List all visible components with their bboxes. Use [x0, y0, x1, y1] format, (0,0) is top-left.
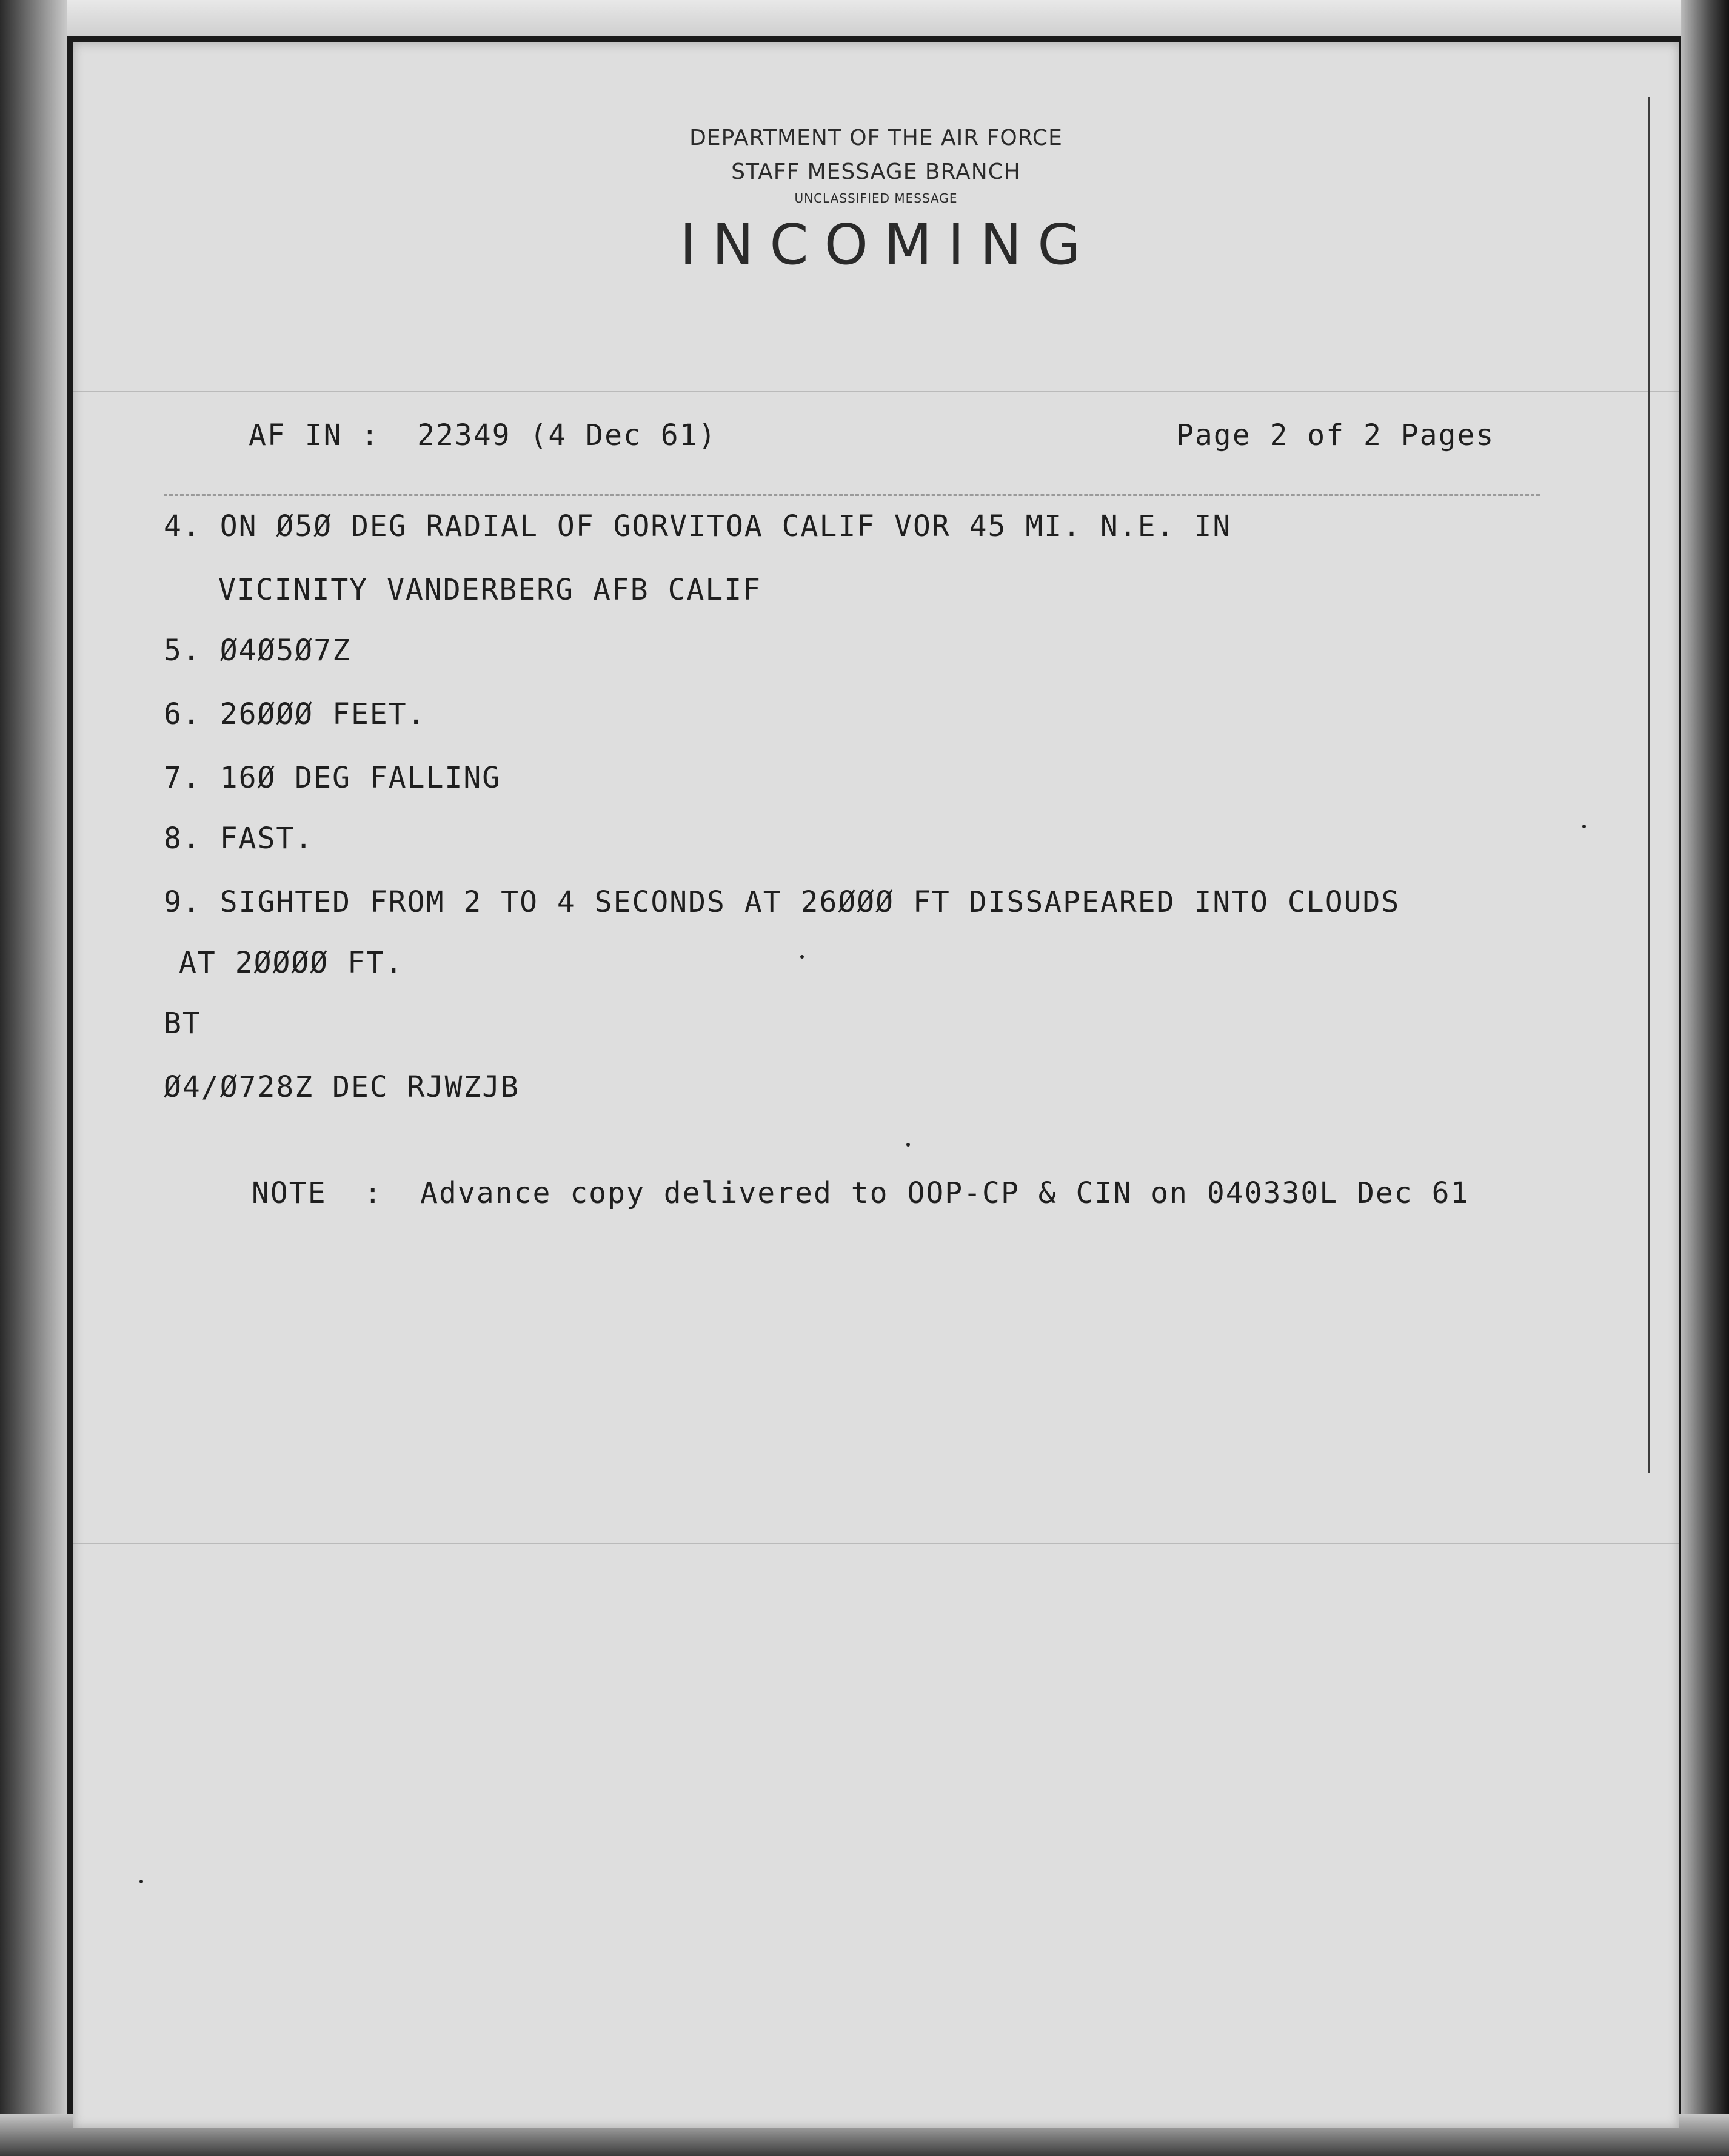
speck — [1582, 825, 1586, 828]
delivery-note: NOTE : Advance copy delivered to OOP-CP & CIN on 040330L Dec 61 — [252, 1176, 1470, 1210]
message-item-8: 8. FAST. — [164, 822, 314, 855]
speck — [139, 1880, 143, 1883]
message-item-4-continued: VICINITY VANDERBERG AFB CALIF — [218, 573, 762, 607]
scan-border-right — [1681, 0, 1729, 2156]
date-time-group: Ø4/Ø728Z DEC RJWZJB — [164, 1070, 520, 1104]
break-marker: BT — [164, 1006, 201, 1040]
speck — [800, 955, 804, 959]
classification-label: UNCLASSIFIED MESSAGE — [794, 191, 958, 206]
fold-line — [73, 1543, 1679, 1544]
department-title: DEPARTMENT OF THE AIR FORCE — [689, 126, 1063, 150]
message-item-6: 6. 26ØØØ FEET. — [164, 697, 426, 731]
letterhead — [73, 121, 1679, 277]
header-divider — [164, 494, 1540, 496]
fold-line — [73, 391, 1679, 392]
branch-title: STAFF MESSAGE BRANCH — [731, 159, 1021, 184]
page-indicator: Page 2 of 2 Pages — [1176, 418, 1495, 452]
message-item-4: 4. ON Ø5Ø DEG RADIAL OF GORVITOA CALIF VOR 45 MI. N.E. IN — [164, 509, 1232, 543]
incoming-stamp: INCOMING — [680, 212, 1097, 277]
page-edge-rule — [1648, 97, 1650, 1473]
speck — [906, 1143, 910, 1147]
message-page — [73, 42, 1679, 2128]
af-in-reference: AF IN : 22349 (4 Dec 61) — [249, 418, 717, 452]
scan-border-left — [0, 0, 67, 2156]
scan-border-top — [0, 0, 1729, 36]
message-item-7: 7. 16Ø DEG FALLING — [164, 761, 501, 795]
message-item-5: 5. Ø4Ø5Ø7Z — [164, 634, 351, 668]
message-item-9: 9. SIGHTED FROM 2 TO 4 SECONDS AT 26ØØØ FT DISSAPEARED INTO CLOUDS — [164, 885, 1400, 919]
message-item-9-continued: AT 2ØØØØ FT. — [179, 946, 404, 980]
